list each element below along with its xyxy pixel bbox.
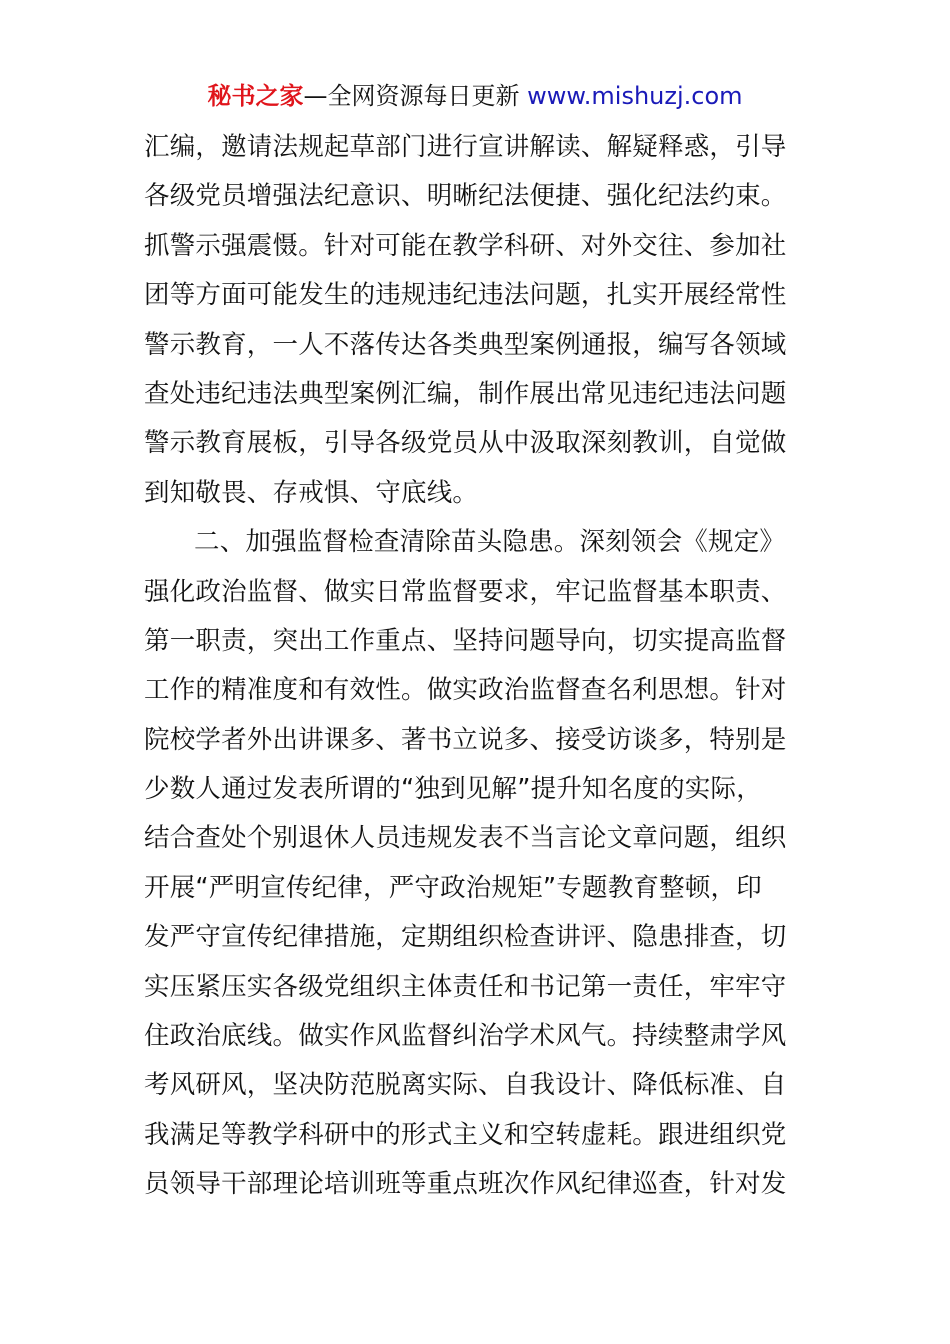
text-line: 员领导干部理论培训班等重点班次作风纪律巡查，针对发 xyxy=(144,1169,787,1200)
text-line: 团等方面可能发生的违规违纪违法问题，扎实开展经常性 xyxy=(144,280,787,311)
header-tagline: —全网资源每日更新 xyxy=(303,82,520,110)
text-line: 各级党员增强法纪意识、明晰纪法便捷、强化纪法约束。 xyxy=(144,181,787,212)
text-line: 工作的精准度和有效性。做实政治监督查名利思想。针对 xyxy=(144,675,787,706)
text-line: 开展“严明宣传纪律，严守政治规矩”专题教育整顿，印 xyxy=(144,872,762,903)
text-line: 强化政治监督、做实日常监督要求，牢记监督基本职责、 xyxy=(144,576,787,607)
text-line: 结合查处个别退休人员违规发表不当言论文章问题，组织 xyxy=(144,823,787,854)
section-heading-line: 二、加强监督检查清除苗头隐患。深刻领会《规定》 xyxy=(194,527,786,558)
document-body xyxy=(144,123,814,1210)
text-line: 抓警示强震慑。针对可能在教学科研、对外交往、参加社 xyxy=(144,230,787,261)
text-line: 院校学者外出讲课多、著书立说多、接受访谈多，特别是 xyxy=(144,724,787,755)
text-line: 查处违纪违法典型案例汇编，制作展出常见违纪违法问题 xyxy=(144,378,787,409)
text-line: 我满足等教学科研中的形式主义和空转虚耗。跟进组织党 xyxy=(144,1119,787,1150)
text-line: 第一职责，突出工作重点、坚持问题导向，切实提高监督 xyxy=(144,625,787,656)
text-line: 考风研风，坚决防范脱离实际、自我设计、降低标准、自 xyxy=(144,1070,787,1101)
text-line: 警示教育展板，引导各级党员从中汲取深刻教训，自觉做 xyxy=(144,428,787,459)
text-line: 少数人通过发表所谓的“独到见解”提升知名度的实际， xyxy=(144,774,762,805)
text-line: 汇编，邀请法规起草部门进行宣讲解读、解疑释惑，引导 xyxy=(144,132,787,162)
text-line: 发严守宣传纪律措施，定期组织检查讲评、隐患排查，切 xyxy=(144,922,787,953)
page-header xyxy=(0,80,950,112)
text-line: 警示教育，一人不落传达各类典型案例通报，编写各领域 xyxy=(144,329,787,360)
text-line: 实压紧压实各级党组织主体责任和书记第一责任，牢牢守 xyxy=(144,971,787,1002)
brand-name: 秘书之家 xyxy=(207,82,304,110)
text-line: 到知敬畏、存戒惧、守底线。 xyxy=(144,477,479,508)
text-line: 住政治底线。做实作风监督纠治学术风气。持续整肃学风 xyxy=(144,1021,787,1052)
site-url-link[interactable]: www.mishuzj.com xyxy=(527,82,743,110)
